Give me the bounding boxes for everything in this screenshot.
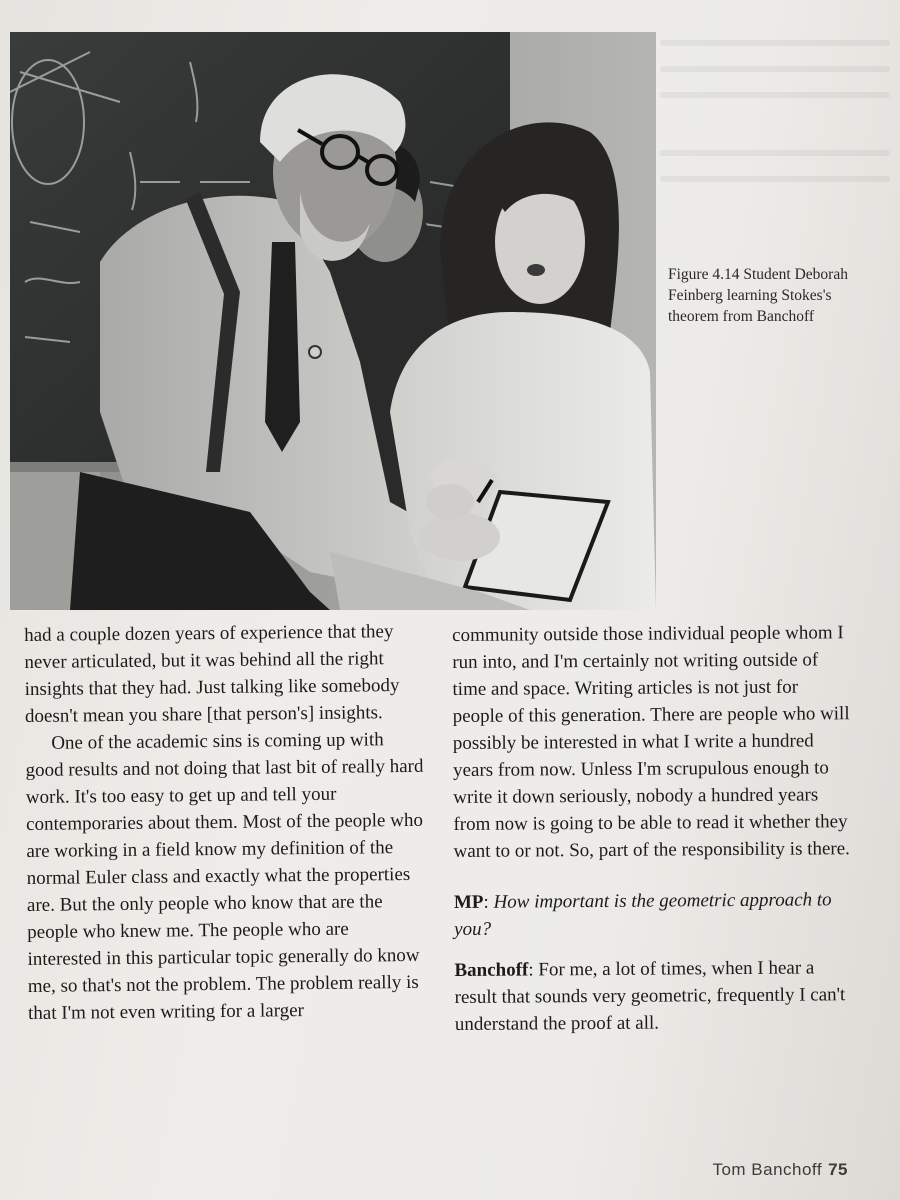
page-number: 75 bbox=[828, 1160, 848, 1179]
question-text: How important is the geometric approach to you? bbox=[454, 889, 832, 940]
answer-text: For me, a lot of times, when I hear a result that sounds very geometric, frequently I can't understand the proof at all. bbox=[454, 957, 846, 1035]
paragraph: had a couple dozen years of experience that they never articulated, but it was behind all the right insights that they had. Just talking like somebody doesn't mean you share [that person's] insights. bbox=[24, 621, 400, 727]
running-head-author: Tom Banchoff bbox=[712, 1160, 823, 1179]
page-footer bbox=[712, 1160, 848, 1180]
show-through-line bbox=[660, 150, 890, 156]
interview-answer: Banchoff: For me, a lot of times, when I hear a result that sounds very geometric, frequently I can't understand the proof at all. bbox=[454, 957, 846, 1035]
show-through-line bbox=[660, 176, 890, 182]
show-through-line bbox=[660, 92, 890, 98]
figure-photo bbox=[10, 32, 656, 610]
text-column-left bbox=[24, 618, 428, 1027]
show-through-line bbox=[660, 66, 890, 72]
interview-question: MP: How important is the geometric approach to you? bbox=[453, 889, 832, 940]
question-speaker: MP bbox=[453, 891, 484, 913]
show-through-line bbox=[660, 40, 890, 46]
text-column-right bbox=[452, 619, 853, 1038]
paragraph: community outside those individual people whom I run into, and I'm certainly not writing outside of time and space. Writing articles is not just for people of this generation. There are people who will possibly be interested in what I write a hundred years from now. Unless I'm scrupulous enough to write it down seriously, nobody a hundred years from now is going to be able to read it whether they want to or not. So, part of the responsibility is there. bbox=[452, 622, 850, 862]
answer-speaker: Banchoff bbox=[454, 959, 529, 981]
paragraph: One of the academic sins is coming up with good results and not doing that last bit of really hard work. It's too easy to get up and tell your contemporaries about them. Most of the people who are working in a field know my definition of the normal Euler class and exactly what the properties are. But the only people who know that are the people who knew me. The people who are interested in this particular topic generally do know me, so that's not the problem. The problem really is that I'm not even writing for a larger bbox=[25, 729, 424, 1024]
figure-caption: Figure 4.14 Student Deborah Feinberg learning Stokes's theorem from Banchoff bbox=[668, 266, 848, 325]
